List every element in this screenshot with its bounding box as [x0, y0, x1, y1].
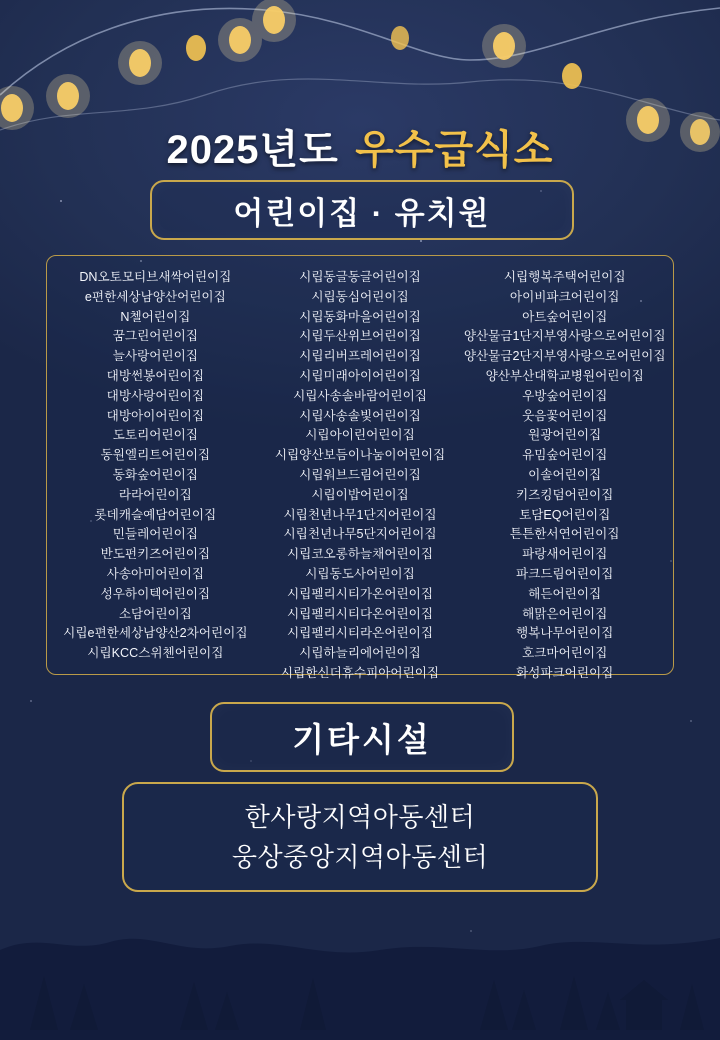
list-item: 꿈그린어린이집: [112, 329, 198, 344]
list-item: N첼어린이집: [120, 309, 191, 324]
list-item: 시립동글동글어린이집: [299, 270, 421, 284]
list-item: 소담어린이집: [118, 606, 192, 621]
list-item: 웃음꽃어린이집: [522, 408, 608, 423]
list-item: 해든어린이집: [528, 586, 602, 601]
list-item: 아트숲어린이집: [522, 309, 608, 324]
list-item: 시립두산위브어린이집: [299, 329, 421, 344]
facility-column-3: [462, 268, 667, 680]
list-item: e편한세상남양산어린이집: [84, 289, 226, 304]
facility-column-1: [53, 268, 258, 662]
list-item: 사송아미어린이집: [106, 566, 204, 581]
list-item: 시립하늘리에어린이집: [299, 646, 421, 661]
list-item: 시립KCC스위첸어린이집: [87, 646, 224, 661]
list-item: 우방숲어린이집: [522, 388, 608, 403]
title-year: 2025년도: [166, 128, 339, 172]
list-item: 한사랑지역아동센터: [244, 802, 476, 832]
list-item: 시립펠리시티가온어린이집: [287, 586, 433, 601]
list-item: 키즈킹덤어린이집: [516, 487, 614, 502]
title-highlight: 우수급식소: [355, 128, 554, 172]
subtitle-banner: [150, 180, 574, 240]
list-item: 시립사송솔빛어린이집: [299, 408, 421, 423]
list-item: 시립한신더휴수피아어린이집: [280, 665, 440, 680]
list-item: 시립천년나무5단지어린이집: [283, 527, 437, 542]
list-item: 파크드림어린이집: [516, 566, 614, 581]
list-item: 화성파크어린이집: [516, 665, 614, 680]
list-item: 도토리어린이집: [112, 428, 198, 443]
list-item: 웅상중앙지역아동센터: [231, 842, 489, 872]
list-item: 이솔어린이집: [528, 467, 602, 482]
list-item: 반도펀키즈어린이집: [100, 547, 211, 562]
list-item: 시립펠리시티라온어린이집: [287, 626, 433, 641]
list-item: 민들레어린이집: [112, 527, 198, 542]
etc-section-title: 기타시설: [292, 720, 432, 758]
list-item: 시립이밥어린이집: [311, 487, 409, 502]
list-item: 동원엘리트어린이집: [100, 448, 211, 463]
list-item: 시립펠리시티다온어린이집: [287, 606, 433, 621]
list-item: 시립미래아이어린이집: [299, 368, 421, 383]
landscape-silhouette: [0, 880, 720, 1040]
list-item: 시립양산보듬이나눔이어린이집: [274, 448, 446, 463]
list-item: 성우하이텍어린이집: [100, 586, 211, 601]
list-item: 시립천년나무1단지어린이집: [283, 507, 437, 522]
facility-list-box: [46, 255, 674, 680]
list-item: 시립e편한세상남양산2차어린이집: [63, 626, 248, 641]
list-item: 시립동심어린이집: [311, 289, 409, 304]
list-item: 양산물금1단지부영사랑으로어린이집: [463, 329, 666, 344]
list-item: 라라어린이집: [118, 487, 192, 502]
list-item: 시립동도사어린이집: [305, 566, 415, 581]
list-item: 시립사송솔바람어린이집: [293, 388, 427, 403]
list-item: 토담EQ어린이집: [519, 507, 611, 522]
etc-section-banner: [210, 702, 514, 772]
list-item: 시립행복주택어린이집: [503, 270, 626, 284]
list-item: 파랑새어린이집: [522, 547, 608, 562]
list-item: 동화숲어린이집: [112, 467, 198, 482]
list-item: 아이비파크어린이집: [509, 289, 620, 304]
list-item: 대방사랑어린이집: [106, 388, 204, 403]
facility-column-2: [258, 268, 463, 680]
list-item: 행복나무어린이집: [516, 626, 614, 641]
list-item: 늘사랑어린이집: [112, 349, 198, 364]
list-item: DN오토모티브새싹어린이집: [79, 270, 232, 284]
list-item: 해맑은어린이집: [522, 606, 608, 621]
list-item: 시립리버프레어린이집: [299, 349, 421, 364]
list-item: 대방썬봉어린이집: [106, 368, 204, 383]
list-item: 시립워브드림어린이집: [299, 467, 421, 482]
list-item: 원광어린이집: [528, 428, 602, 443]
list-item: 롯데캐슬예담어린이집: [94, 507, 217, 522]
list-item: 대방아이어린이집: [106, 408, 204, 423]
list-item: 양산부산대학교병원어린이집: [485, 368, 644, 383]
etc-facility-box: [122, 782, 598, 892]
list-item: 시립동화마을어린이집: [299, 309, 421, 324]
list-item: 양산물금2단지부영사랑으로어린이집: [463, 349, 666, 364]
list-item: 튼튼한서연어린이집: [509, 527, 620, 542]
page-title: [0, 118, 720, 175]
list-item: 유밈숲어린이집: [522, 448, 608, 463]
list-item: 시립코오롱하늘채어린이집: [287, 547, 433, 562]
list-item: 호크마어린이집: [522, 646, 608, 661]
list-item: 시립아이린어린이집: [305, 428, 415, 443]
subtitle-text: 어린이집 · 유치원: [233, 195, 491, 231]
